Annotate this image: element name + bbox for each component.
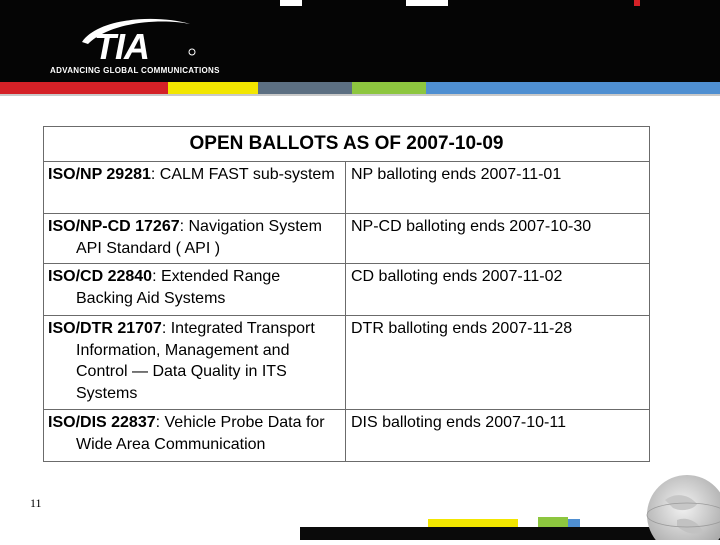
ballot-item-cell (44, 264, 346, 316)
footer-bar-yellow (428, 519, 518, 527)
ballot-code: ISO/NP 29281 (48, 166, 151, 183)
table-row (44, 410, 650, 462)
tia-logo (78, 14, 200, 64)
table-row (44, 264, 650, 316)
open-ballots-table (43, 126, 650, 462)
header-stripe-red (0, 82, 168, 94)
table-row (44, 316, 650, 410)
ballot-title: : Vehicle Probe Data for Wide Area Communication (76, 414, 325, 453)
table-row (44, 162, 650, 214)
table-header-row (44, 127, 650, 162)
header-accent-block (280, 0, 302, 6)
ballot-status: DIS balloting ends 2007-10-11 (346, 410, 650, 462)
ballot-title: : Extended Range Backing Aid Systems (76, 268, 281, 307)
ballot-code: ISO/DIS 22837 (48, 414, 156, 431)
header-banner (0, 0, 720, 82)
ballot-title: : CALM FAST sub-system (150, 166, 335, 183)
ballot-item-cell (44, 214, 346, 264)
table-title: OPEN BALLOTS AS OF 2007-10-09 (44, 127, 650, 162)
ballot-item-cell (44, 316, 346, 410)
ballot-item-cell (44, 162, 346, 214)
ballot-status: NP balloting ends 2007-11-01 (346, 162, 650, 214)
header-thin-line (0, 94, 720, 96)
ballot-item-cell (44, 410, 346, 462)
header-accent-block (406, 0, 448, 6)
ballot-code: ISO/DTR 21707 (48, 320, 162, 337)
ballot-status: CD balloting ends 2007-11-02 (346, 264, 650, 316)
header-stripe-blue (426, 82, 720, 94)
logo-text: TIA (94, 26, 149, 64)
ballot-code: ISO/CD 22840 (48, 268, 153, 285)
page-number: 11 (30, 496, 42, 510)
header-accent-block (634, 0, 640, 6)
header-tagline: ADVANCING GLOBAL COMMUNICATIONS (50, 66, 220, 75)
header-stripe-slate (258, 82, 352, 94)
globe-graphic (637, 470, 720, 545)
header-stripe-green (352, 82, 426, 94)
ballot-title: : Integrated Transport Information, Management and Control — Data Quality in ITS Systems (76, 320, 315, 402)
logo-registered-mark (189, 49, 195, 55)
footer-bar-blue (568, 519, 580, 527)
ballot-status: DTR balloting ends 2007-11-28 (346, 316, 650, 410)
ballot-status: NP-CD balloting ends 2007-10-30 (346, 214, 650, 264)
table-row (44, 214, 650, 264)
header-stripe-yellow (168, 82, 258, 94)
ballot-code: ISO/NP-CD 17267 (48, 218, 180, 235)
footer-bar-green (538, 517, 568, 527)
ballot-title: : Navigation System API Standard ( API ) (76, 218, 322, 257)
